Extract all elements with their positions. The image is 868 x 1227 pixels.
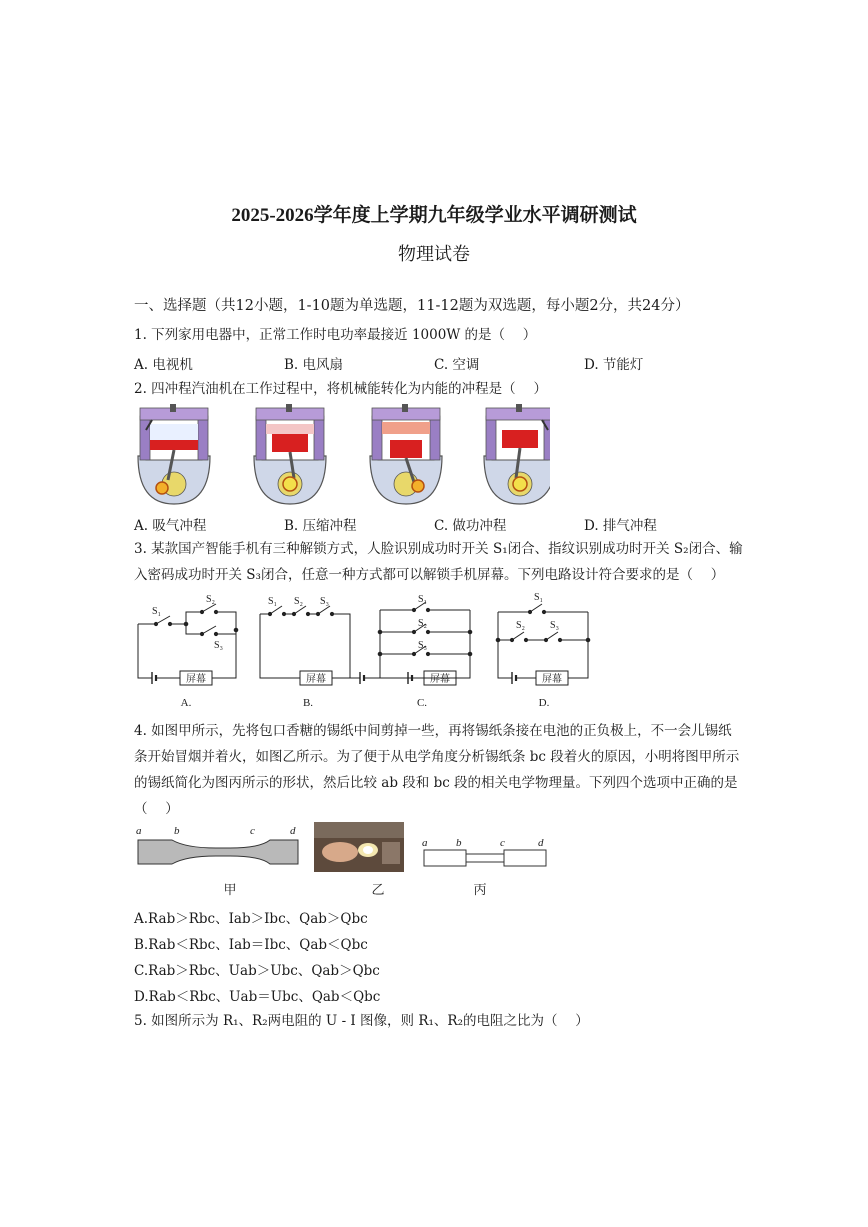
circuit-c-s2-label: S₂ [418, 618, 428, 629]
bing-point-a: a [422, 837, 428, 849]
engine-strokes-figure [130, 404, 550, 508]
q2-option-c[interactable]: C. 做功冲程 [434, 518, 507, 534]
bing-point-c: c [500, 837, 505, 849]
q4-option-b[interactable]: B.Rab＜Rbc、Iab＝Ibc、Qab＜Qbc [134, 937, 368, 953]
circuit-b-s2-label: S₂ [294, 596, 304, 607]
circuit-c-s1-label: S₁ [418, 594, 428, 605]
question-4-line1: 4. 如图甲所示，先将包口香糖的锡纸中间剪掉一些，再将锡纸条接在电池的正负极上，不一会儿锡纸 [134, 723, 732, 739]
circuit-c-screen-label: 屏幕 [430, 674, 450, 685]
question-3-stem-line2: 入密码成功时开关 S₃闭合，任意一种方式都可以解锁手机屏幕。下列电路设计符合要求的是（ ） [134, 567, 725, 583]
circuit-b-screen-label: 屏幕 [306, 674, 326, 685]
question-4-line4: （ ） [134, 801, 179, 817]
question-4-line3: 的锡纸简化为图丙所示的形状，然后比较 ab 段和 bc 段的相关电学物理量。下列四个选项中正确的是 [134, 775, 738, 791]
page-subtitle: 物理试卷 [398, 244, 470, 265]
engine-c-icon [370, 404, 442, 504]
circuit-d-diagram [496, 604, 590, 685]
circuit-a-s3-label: S₃ [214, 640, 224, 651]
fig-label-jia: 甲 [223, 882, 237, 897]
circuit-a-label: A. [180, 697, 192, 709]
section-heading: 一、选择题（共12小题，1-10题为单选题，11-12题为双选题，每小题2分，共24分） [134, 298, 690, 314]
q1-option-a[interactable]: A. 电视机 [134, 357, 193, 373]
circuit-b-label: B. [302, 697, 314, 709]
q1-option-b[interactable]: B. 电风扇 [284, 357, 344, 373]
circuit-d-s1-label: S₁ [534, 592, 544, 603]
photo-yi-image [314, 822, 404, 872]
foil-bing-diagram [424, 850, 546, 866]
bing-point-b: b [456, 837, 462, 849]
q4-option-d[interactable]: D.Rab＜Rbc、Uab＝Ubc、Qab＜Qbc [134, 989, 381, 1005]
tinfoil-figure [130, 820, 550, 902]
circuit-a-screen-label: 屏幕 [186, 674, 206, 685]
circuit-b-s3-label: S₃ [320, 596, 330, 607]
circuit-d-label: D. [538, 697, 550, 709]
q1-option-d[interactable]: D. 节能灯 [584, 357, 644, 373]
question-4-line2: 条开始冒烟并着火，如图乙所示。为了便于从电学角度分析锡纸条 bc 段着火的原因，小明将图甲所示 [134, 749, 740, 765]
question-2-stem: 2. 四冲程汽油机在工作过程中，将机械能转化为内能的冲程是（ ） [134, 381, 547, 397]
circuit-d-s2-label: S₂ [516, 620, 526, 631]
fig-label-bing: 丙 [473, 882, 487, 897]
circuit-b-s1-label: S₁ [268, 596, 278, 607]
foil-jia-diagram [138, 840, 298, 864]
circuit-c-s3-label: S₃ [418, 640, 428, 651]
circuit-c-label: C. [416, 697, 428, 709]
page-title: 2025-2026学年度上学期九年级学业水平调研测试 [231, 205, 637, 226]
jia-point-b: b [174, 825, 180, 837]
question-1-stem: 1. 下列家用电器中，正常工作时电功率最接近 1000W 的是（ ） [134, 327, 537, 343]
question-5-stem: 5. 如图所示为 R₁、R₂两电阻的 U - I 图像，则 R₁、R₂的电阻之比为（ ） [134, 1013, 589, 1029]
bing-point-d: d [538, 837, 544, 849]
q2-option-d[interactable]: D. 排气冲程 [584, 518, 657, 534]
jia-point-c: c [250, 825, 255, 837]
circuit-d-screen-label: 屏幕 [542, 674, 562, 685]
engine-b-icon [254, 404, 326, 504]
engine-d-icon [484, 404, 550, 504]
fig-label-yi: 乙 [371, 882, 385, 897]
circuit-diagrams-figure [130, 590, 600, 712]
engine-a-icon [138, 404, 210, 504]
jia-point-a: a [136, 825, 142, 837]
circuit-a-s1-label: S₁ [152, 606, 162, 617]
q4-option-a[interactable]: A.Rab＞Rbc、Iab＞Ibc、Qab＞Qbc [134, 911, 368, 927]
question-3-stem-line1: 3. 某款国产智能手机有三种解锁方式，人脸识别成功时开关 S₁闭合、指纹识别成功时开关 S₂闭合、输 [134, 541, 743, 557]
q2-option-a[interactable]: A. 吸气冲程 [134, 518, 207, 534]
circuit-a-s2-label: S₂ [206, 594, 216, 605]
jia-point-d: d [290, 825, 296, 837]
circuit-d-s3-label: S₃ [550, 620, 560, 631]
q2-option-b[interactable]: B. 压缩冲程 [284, 518, 357, 534]
q4-option-c[interactable]: C.Rab＞Rbc、Uab＞Ubc、Qab＞Qbc [134, 963, 380, 979]
q1-option-c[interactable]: C. 空调 [434, 357, 480, 373]
